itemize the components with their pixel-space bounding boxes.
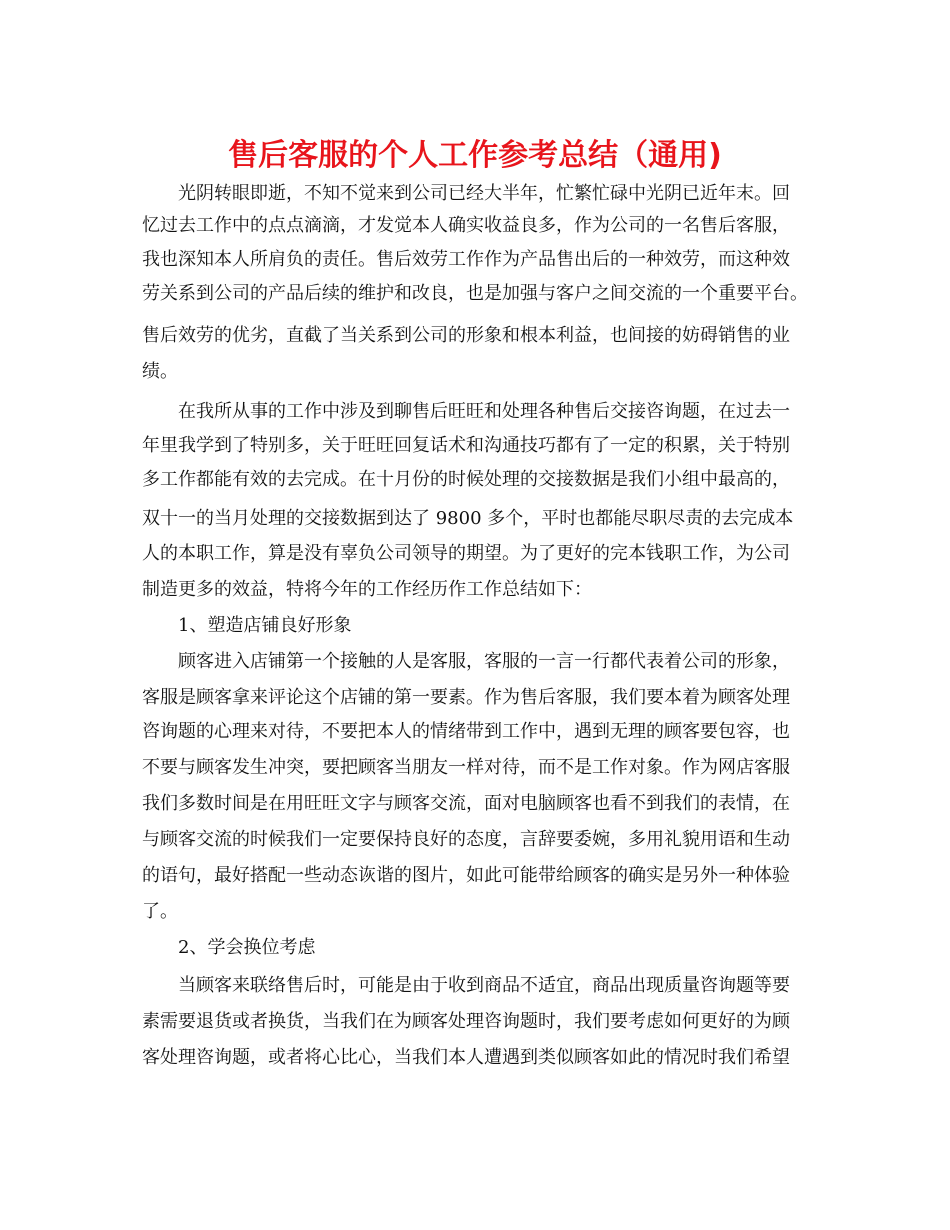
body-line: 了。: [142, 901, 178, 922]
body-line: 客服是顾客拿来评论这个店铺的第一要素。作为售后客服，我们要本着为顾客处理: [142, 687, 790, 708]
body-line: 多工作都能有效的去完成。在十月份的时候处理的交接数据是我们小组中最高的，: [142, 469, 790, 490]
body-line: 忆过去工作中的点点滴滴，才发觉本人确实收益良多，作为公司的一名售后客服，: [142, 215, 790, 236]
body-line: 顾客进入店铺第一个接触的人是客服，客服的一言一行都代表着公司的形象，: [178, 651, 790, 672]
body-line: 当顾客来联络售后时，可能是由于收到商品不适宜，商品出现质量咨询题等要: [178, 975, 790, 996]
body-line: 与顾客交流的时候我们一定要保持良好的态度，言辞要委婉，多用礼貌用语和生动: [142, 829, 790, 850]
body-line: 年里我学到了特别多，关于旺旺回复话术和沟通技巧都有了一定的积累，关于特别: [142, 435, 790, 456]
body-line: 人的本职工作，算是没有辜负公司领导的期望。为了更好的完本钱职工作，为公司: [142, 543, 790, 564]
body-line: 不要与顾客发生冲突，要把顾客当朋友一样对待，而不是工作对象。作为网店客服: [142, 757, 790, 778]
body-line: 客处理咨询题，或者将心比心，当我们本人遭遇到类似顾客如此的情况时我们希望: [142, 1047, 790, 1068]
document-title: 售后客服的个人工作参考总结（通用): [228, 138, 722, 173]
section-heading: 1、塑造店铺良好形象: [178, 615, 352, 636]
body-line: 的语句，最好搭配一些动态诙谐的图片，如此可能带给顾客的确实是另外一种体验: [142, 865, 790, 886]
body-line: 制造更多的效益，特将今年的工作经历作工作总结如下：: [142, 579, 592, 600]
body-line: 双十一的当月处理的交接数据到达了 9800 多个，平时也都能尽职尽责的去完成本: [142, 508, 794, 529]
body-line: 绩。: [142, 361, 178, 382]
body-line: 光阴转眼即逝，不知不觉来到公司已经大半年，忙繁忙碌中光阴已近年末。回: [178, 183, 790, 204]
body-line: 我也深知本人所肩负的责任。售后效劳工作作为产品售出后的一种效劳，而这种效: [142, 249, 790, 270]
body-line: 咨询题的心理来对待，不要把本人的情绪带到工作中，遇到无理的顾客要包容，也: [142, 721, 790, 742]
body-line: 在我所从事的工作中涉及到聊售后旺旺和处理各种售后交接咨询题，在过去一: [178, 401, 790, 422]
section-heading: 2、学会换位考虑: [178, 937, 316, 958]
body-line: 劳关系到公司的产品后续的维护和改良，也是加强与客户之间交流的一个重要平台。: [142, 283, 808, 304]
body-line: 售后效劳的优劣，直截了当关系到公司的形象和根本利益，也间接的妨碍销售的业: [142, 325, 790, 346]
body-line: 素需要退货或者换货，当我们在为顾客处理咨询题时，我们要考虑如何更好的为顾: [142, 1011, 790, 1032]
body-line: 我们多数时间是在用旺旺文字与顾客交流，面对电脑顾客也看不到我们的表情，在: [142, 793, 790, 814]
